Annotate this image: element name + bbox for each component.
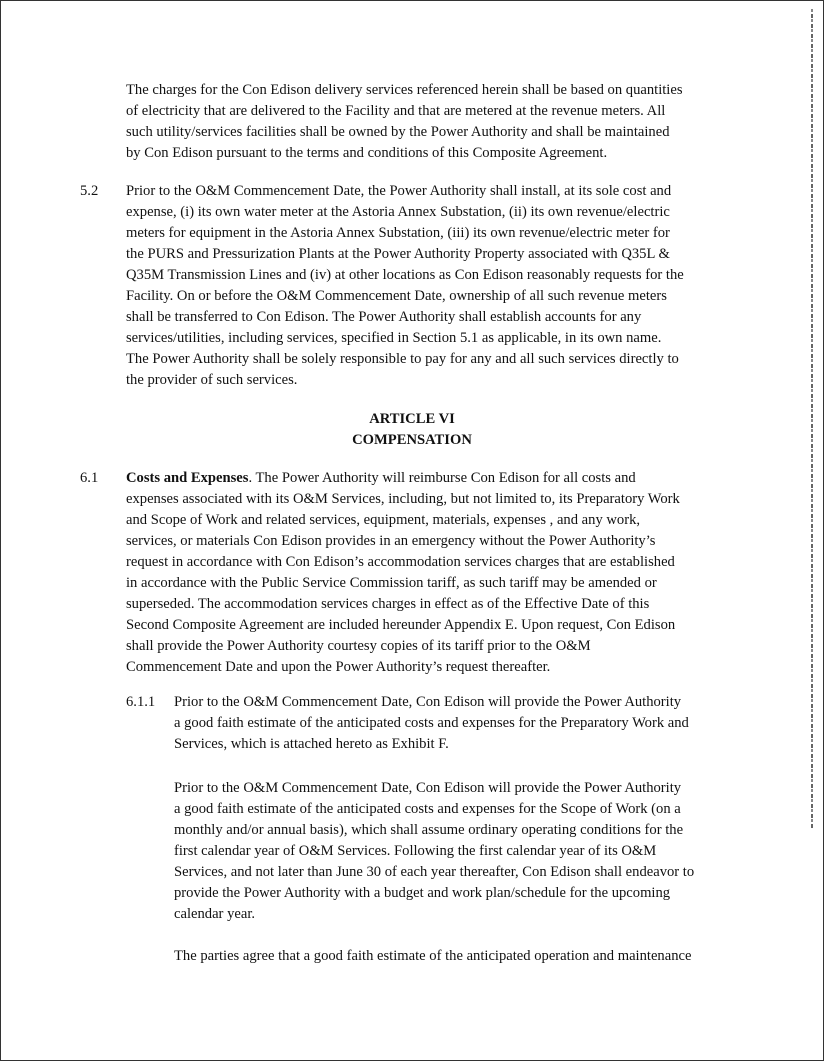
section-6-1-line: in accordance with the Public Service Commission tariff, as such tariff may be amended or xyxy=(126,575,657,591)
scope-line: Prior to the O&M Commencement Date, Con Edison will provide the Power Authority xyxy=(174,780,682,796)
section-6-1-line: request in accordance with Con Edison’s accommodation services charges that are established xyxy=(126,554,675,570)
section-5-2-line: services/utilities, including services, specified in Section 5.1 as applicable, in its own name. xyxy=(126,330,662,346)
scope-line: calendar year. xyxy=(174,906,256,922)
intro-paragraph xyxy=(126,80,683,164)
scope-line: provide the Power Authority with a budget and work plan/schedule for the upcoming xyxy=(174,885,671,901)
section-5-2-line: Q35M Transmission Lines and (iv) at other locations as Con Edison reasonably requests for the xyxy=(126,267,684,283)
article-subtitle: COMPENSATION xyxy=(352,432,472,448)
section-6-1-first-line-rest: . The Power Authority will reimburse Con Edison for all costs and xyxy=(248,470,636,486)
section-6-1-1-line: Services, which is attached hereto as Exhibit F. xyxy=(174,736,449,752)
section-6-1-line: services, or materials Con Edison provides in an emergency without the Power Authority’s xyxy=(126,533,656,549)
section-5-2-text xyxy=(126,181,684,391)
section-number-5-2: 5.2 xyxy=(80,183,99,199)
section-5-2-line: Facility. On or before the O&M Commencement Date, ownership of all such revenue meters xyxy=(126,288,667,304)
intro-line: of electricity that are delivered to the Facility and that are metered at the revenue meters. All xyxy=(126,103,666,119)
section-number-6-1-1: 6.1.1 xyxy=(126,694,156,710)
section-5-2-line: The Power Authority shall be solely responsible to pay for any and all such services directly to xyxy=(126,351,679,367)
section-6-1-line: superseded. The accommodation services charges in effect as of the Effective Date of this xyxy=(126,596,650,612)
intro-line: The charges for the Con Edison delivery services referenced herein shall be based on quantities xyxy=(126,82,683,98)
section-5-2-line: Prior to the O&M Commencement Date, the Power Authority shall install, at its sole cost and xyxy=(126,183,672,199)
section-5-2-line: the provider of such services. xyxy=(126,372,298,388)
section-number-6-1: 6.1 xyxy=(80,470,99,486)
parties-line: The parties agree that a good faith estimate of the anticipated operation and maintenance xyxy=(174,948,692,964)
scope-paragraph xyxy=(174,778,694,925)
section-6-1-first-line xyxy=(126,468,680,489)
section-5-2-line: expense, (i) its own water meter at the Astoria Annex Substation, (ii) its own revenue/electric xyxy=(126,204,670,220)
parties-paragraph xyxy=(174,946,691,967)
section-6-1-1-line: Prior to the O&M Commencement Date, Con Edison will provide the Power Authority xyxy=(174,694,682,710)
scope-line: monthly and/or annual basis), which shall assume ordinary operating conditions for the xyxy=(174,822,684,838)
scope-line: a good faith estimate of the anticipated costs and expenses for the Scope of Work (on a xyxy=(174,801,681,817)
scope-line: first calendar year of O&M Services. Following the first calendar year of its O&M xyxy=(174,843,657,859)
section-6-1-1-text xyxy=(174,692,689,755)
section-5-2-line: shall be transferred to Con Edison. The Power Authority shall establish accounts for any xyxy=(126,309,642,325)
section-5-2-line: the PURS and Pressurization Plants at the Power Authority Property associated with Q35L & xyxy=(126,246,670,262)
section-6-1-line: Commencement Date and upon the Power Authority’s request thereafter. xyxy=(126,659,551,675)
section-6-1-line: shall provide the Power Authority courtesy copies of its tariff prior to the O&M xyxy=(126,638,591,654)
section-6-1-heading: Costs and Expenses xyxy=(126,470,249,486)
intro-line: by Con Edison pursuant to the terms and conditions of this Composite Agreement. xyxy=(126,145,608,161)
section-5-2-line: meters for equipment in the Astoria Annex Substation, (iii) its own revenue/electric meter for xyxy=(126,225,670,241)
article-title: ARTICLE VI xyxy=(369,411,455,427)
intro-line: such utility/services facilities shall be owned by the Power Authority and shall be maintained xyxy=(126,124,670,140)
section-6-1-line: and Scope of Work and related services, equipment, materials, expenses , and any work, xyxy=(126,512,641,528)
scope-line: Services, and not later than June 30 of each year thereafter, Con Edison shall endeavor to xyxy=(174,864,695,880)
section-6-1-1-line: a good faith estimate of the anticipated costs and expenses for the Preparatory Work and xyxy=(174,715,689,731)
section-6-1-line: Second Composite Agreement are included hereunder Appendix E. Upon request, Con Edison xyxy=(126,617,676,633)
section-6-1-line: expenses associated with its O&M Services, including, but not limited to, its Preparatory Work xyxy=(126,491,680,507)
section-6-1-text xyxy=(126,468,680,678)
